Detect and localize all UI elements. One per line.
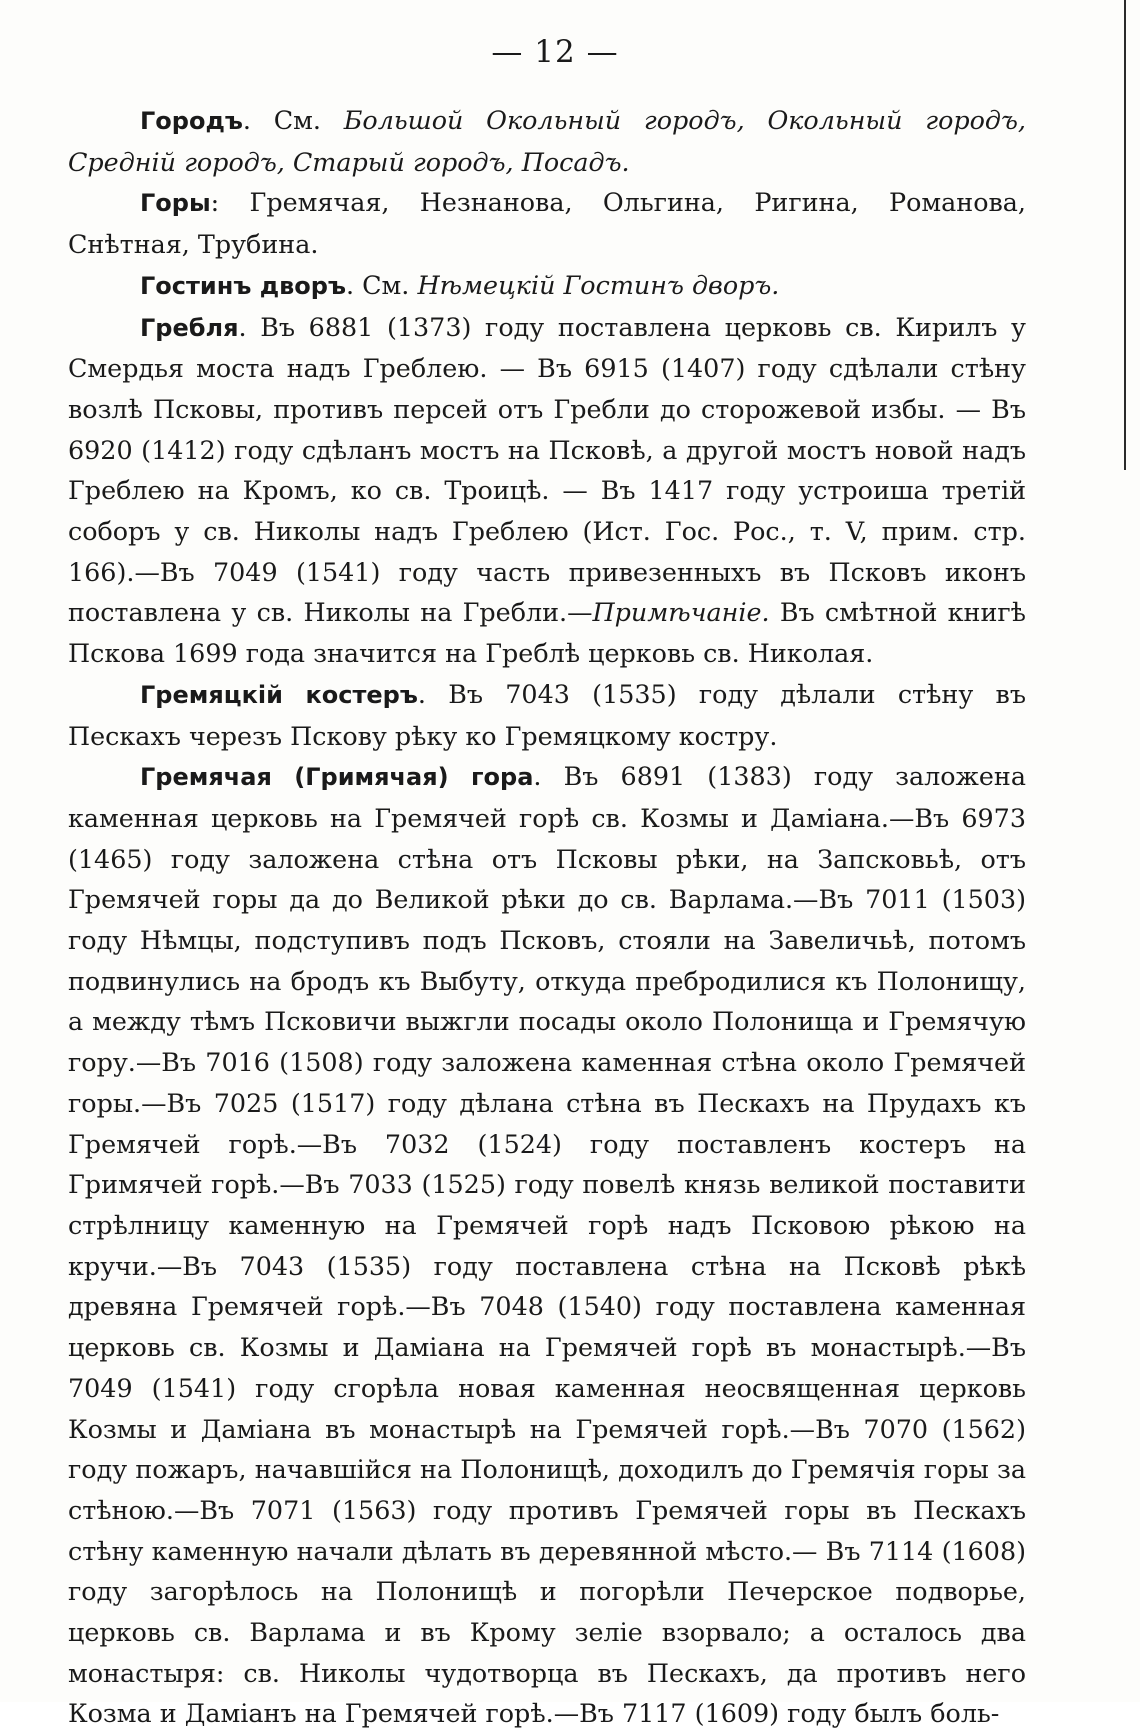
entry-heading: Гостинъ дворъ bbox=[140, 271, 346, 300]
entry-greblya bbox=[68, 307, 1026, 674]
entry-gostin-dvor bbox=[68, 265, 1026, 307]
entry-heading: Горы bbox=[140, 189, 211, 218]
entry-cross-reference: Большой Окольный городъ, Окольный городъ, Среднiй городъ, Старый городъ, Посадъ. bbox=[68, 105, 1026, 177]
entry-cross-reference: Нѣмецкiй Гостинъ дворъ. bbox=[417, 269, 780, 300]
entry-text: : Гремячая, Незнанова, Ольгина, Ригина, Романова, Снѣтная, Трубина. bbox=[68, 187, 1026, 260]
entry-text-continued: Въ смѣтной книгѣ Пскова 1699 года значится на Греблѣ церковь св. Николая. bbox=[68, 597, 1026, 669]
entry-heading: Гребля bbox=[140, 313, 239, 342]
entry-heading: Гремяцкiй костеръ bbox=[140, 680, 418, 709]
entry-note-label: Примѣчанiе. bbox=[592, 597, 770, 628]
entry-text: . См. bbox=[242, 105, 344, 135]
entry-gory bbox=[68, 182, 1026, 264]
entry-gremyachaya-gora bbox=[68, 756, 1026, 1734]
entry-text: . Въ 7043 (1535) году дѣлали стѣну въ Пескахъ черезъ Пскову рѣку ко Гремяцкому костру. bbox=[68, 678, 1026, 751]
entry-text: . Въ 6891 (1383) году заложена каменная церковь на Гремячей горѣ св. Козмы и Дамiана.—Въ 6973 (1465) году заложена стѣна отъ Псковы рѣки, на Запсковьѣ, отъ Гремячей горы да до Великой рѣки до св. Варлама.—Въ 7011 (1503) году Нѣмцы, подступивъ подъ Псковъ, стояли на Завеличьѣ, потомъ подвинулись на бродъ къ Выбуту, откуда пребродилися къ Полонищу, а между тѣмъ Псковичи выжгли посады около Полонища и Гремячую гору.—Въ 7016 (1508) году заложена каменная стѣна около Гремячей горы.—Въ 7025 (1517) году дѣлана стѣна въ Пескахъ на Прудахъ къ Гремячей горѣ.—Въ 7032 (1524) году поставленъ костеръ на Гримячей горѣ.—Въ 7033 (1525) году повелѣ князь великой поставити стрѣлницу каменную на Гремячей горѣ надъ Псковою рѣкою на кручи.—Въ 7043 (1535) году поставлена стѣна на Псковѣ рѣкѣ древяна Гремячей горѣ.—Въ 7048 (1540) году поставлена каменная церковь св. Козмы и Дамiана на Гремячей горѣ въ монастырѣ.—Въ 7049 (1541) году сгорѣла новая каменная неосвященная церковь Козмы и Дамiана въ монастырѣ на Гремячей горѣ.—Въ 7070 (1562) году пожаръ, начавшiйся на Полонищѣ, доходилъ до Гремячiя горы за стѣною.—Въ 7071 (1563) году противъ Гремячей горы въ Пескахъ стѣну каменную начали дѣлать въ деревянной мѣсто.— Въ 7114 (1608) году загорѣлось на Полонищѣ и погорѣли Печерское подворье, церковь св. Варлама и въ Крому зелiе взорвало; а осталось два монастыря: св. Николы чудотворца въ Пескахъ, да противъ него Козма и Дамiанъ на Гремячей горѣ.—Въ 7117 (1609) году былъ боль- bbox=[68, 761, 1026, 1729]
page-number: — 12 — bbox=[491, 34, 619, 70]
entry-gorod bbox=[68, 100, 1026, 182]
entry-text: . Въ 6881 (1373) году поставлена церковь св. Кирилъ у Смердья моста надъ Греблею. — Въ 6915 (1407) году сдѣлали стѣну возлѣ Псковы, противъ персей отъ Гребли до сторожевой избы. — Въ 6920 (1412) году сдѣланъ мостъ на Псковѣ, а другой мостъ новой надъ Греблею на Кромъ, ко св. Троицѣ. — Въ 1417 году устроиша третiй соборъ у св. Николы надъ Греблею (Ист. Гос. Рос., т. V, прим. стр. 166).—Въ 7049 (1541) году часть привезенныхъ въ Псковъ иконъ поставлена у св. Николы на Гребли.— bbox=[68, 311, 1026, 628]
entry-heading: Городъ bbox=[140, 107, 243, 135]
page-edge-line bbox=[1124, 0, 1126, 470]
page-body bbox=[68, 100, 1026, 1734]
entry-gremyatsky-koster bbox=[68, 674, 1026, 756]
entry-heading: Гремячая (Гримячая) гора bbox=[140, 763, 534, 792]
entry-text: . См. bbox=[345, 269, 418, 300]
